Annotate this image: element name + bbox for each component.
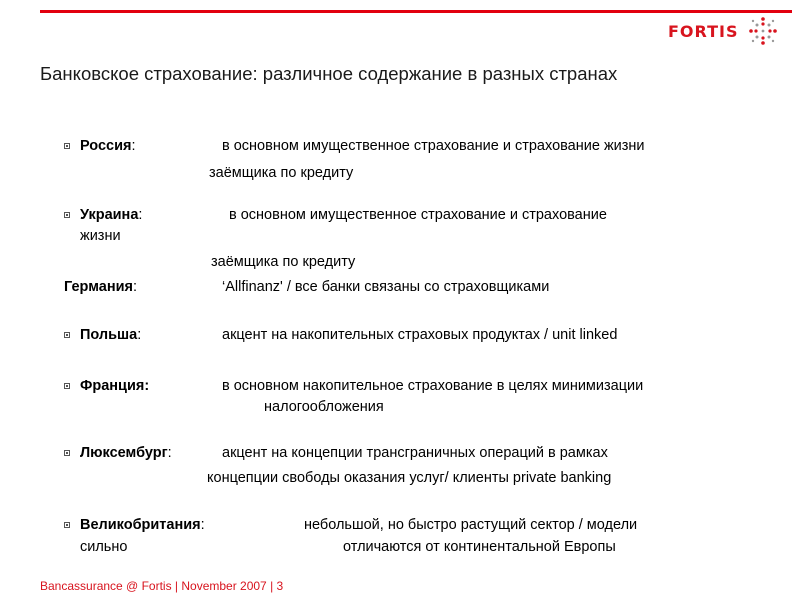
item-ukraine-label: Украина: [80, 207, 143, 223]
item-luxembourg-text-2: концепции свободы оказания услуг/ клиенты private banking [207, 470, 612, 486]
bullet-icon [64, 212, 70, 218]
item-ukraine-text-2: жизни [80, 228, 121, 244]
item-uk-text-2: сильно [80, 539, 128, 555]
item-luxembourg-label: Люксембург: [80, 445, 172, 461]
item-ukraine-text-1: в основном имущественное страхование и страхование [229, 207, 607, 223]
item-luxembourg-text-1: акцент на концепции трансграничных операций в рамках [222, 445, 608, 461]
bullet-icon [64, 522, 70, 528]
item-poland-label: Польша: [80, 327, 142, 343]
item-russia-text-2: заёмщика по кредиту [209, 165, 354, 181]
item-poland-text-1: акцент на накопительных страховых продуктах / unit linked [222, 327, 618, 343]
item-russia-label: Россия: [80, 138, 136, 154]
bullet-icon [64, 332, 70, 338]
bullet-icon [64, 143, 70, 149]
item-germany-text-1: ‘Allfinanz' / все банки связаны со страховщиками [222, 279, 550, 295]
item-france-text-2: налогообложения [264, 399, 384, 415]
bullet-icon [64, 450, 70, 456]
slide-title: Банковское страхование: различное содержание в разных странах [40, 63, 618, 84]
fortis-logo-icon [748, 16, 778, 46]
fortis-logo [668, 17, 739, 45]
bullet-icon [64, 383, 70, 389]
fortis-logo-text: FORTIS [668, 21, 739, 41]
top-red-rule [40, 10, 792, 13]
item-germany-label: Германия: [64, 279, 137, 295]
item-france-text-1: в основном накопительное страхование в целях минимизации [222, 378, 644, 394]
item-uk-text-1: небольшой, но быстро растущий сектор / модели [304, 517, 638, 533]
slide-footer: Bancassurance @ Fortis | November 2007 | 3 [40, 579, 284, 593]
item-ukraine-text-3: заёмщика по кредиту [211, 254, 356, 270]
item-russia-text-1: в основном имущественное страхование и страхование жизни [222, 138, 645, 154]
item-uk-text-3: отличаются от континентальной Европы [343, 539, 616, 555]
item-uk-label: Великобритания: [80, 517, 205, 533]
item-france-label: Франция: [80, 378, 150, 394]
